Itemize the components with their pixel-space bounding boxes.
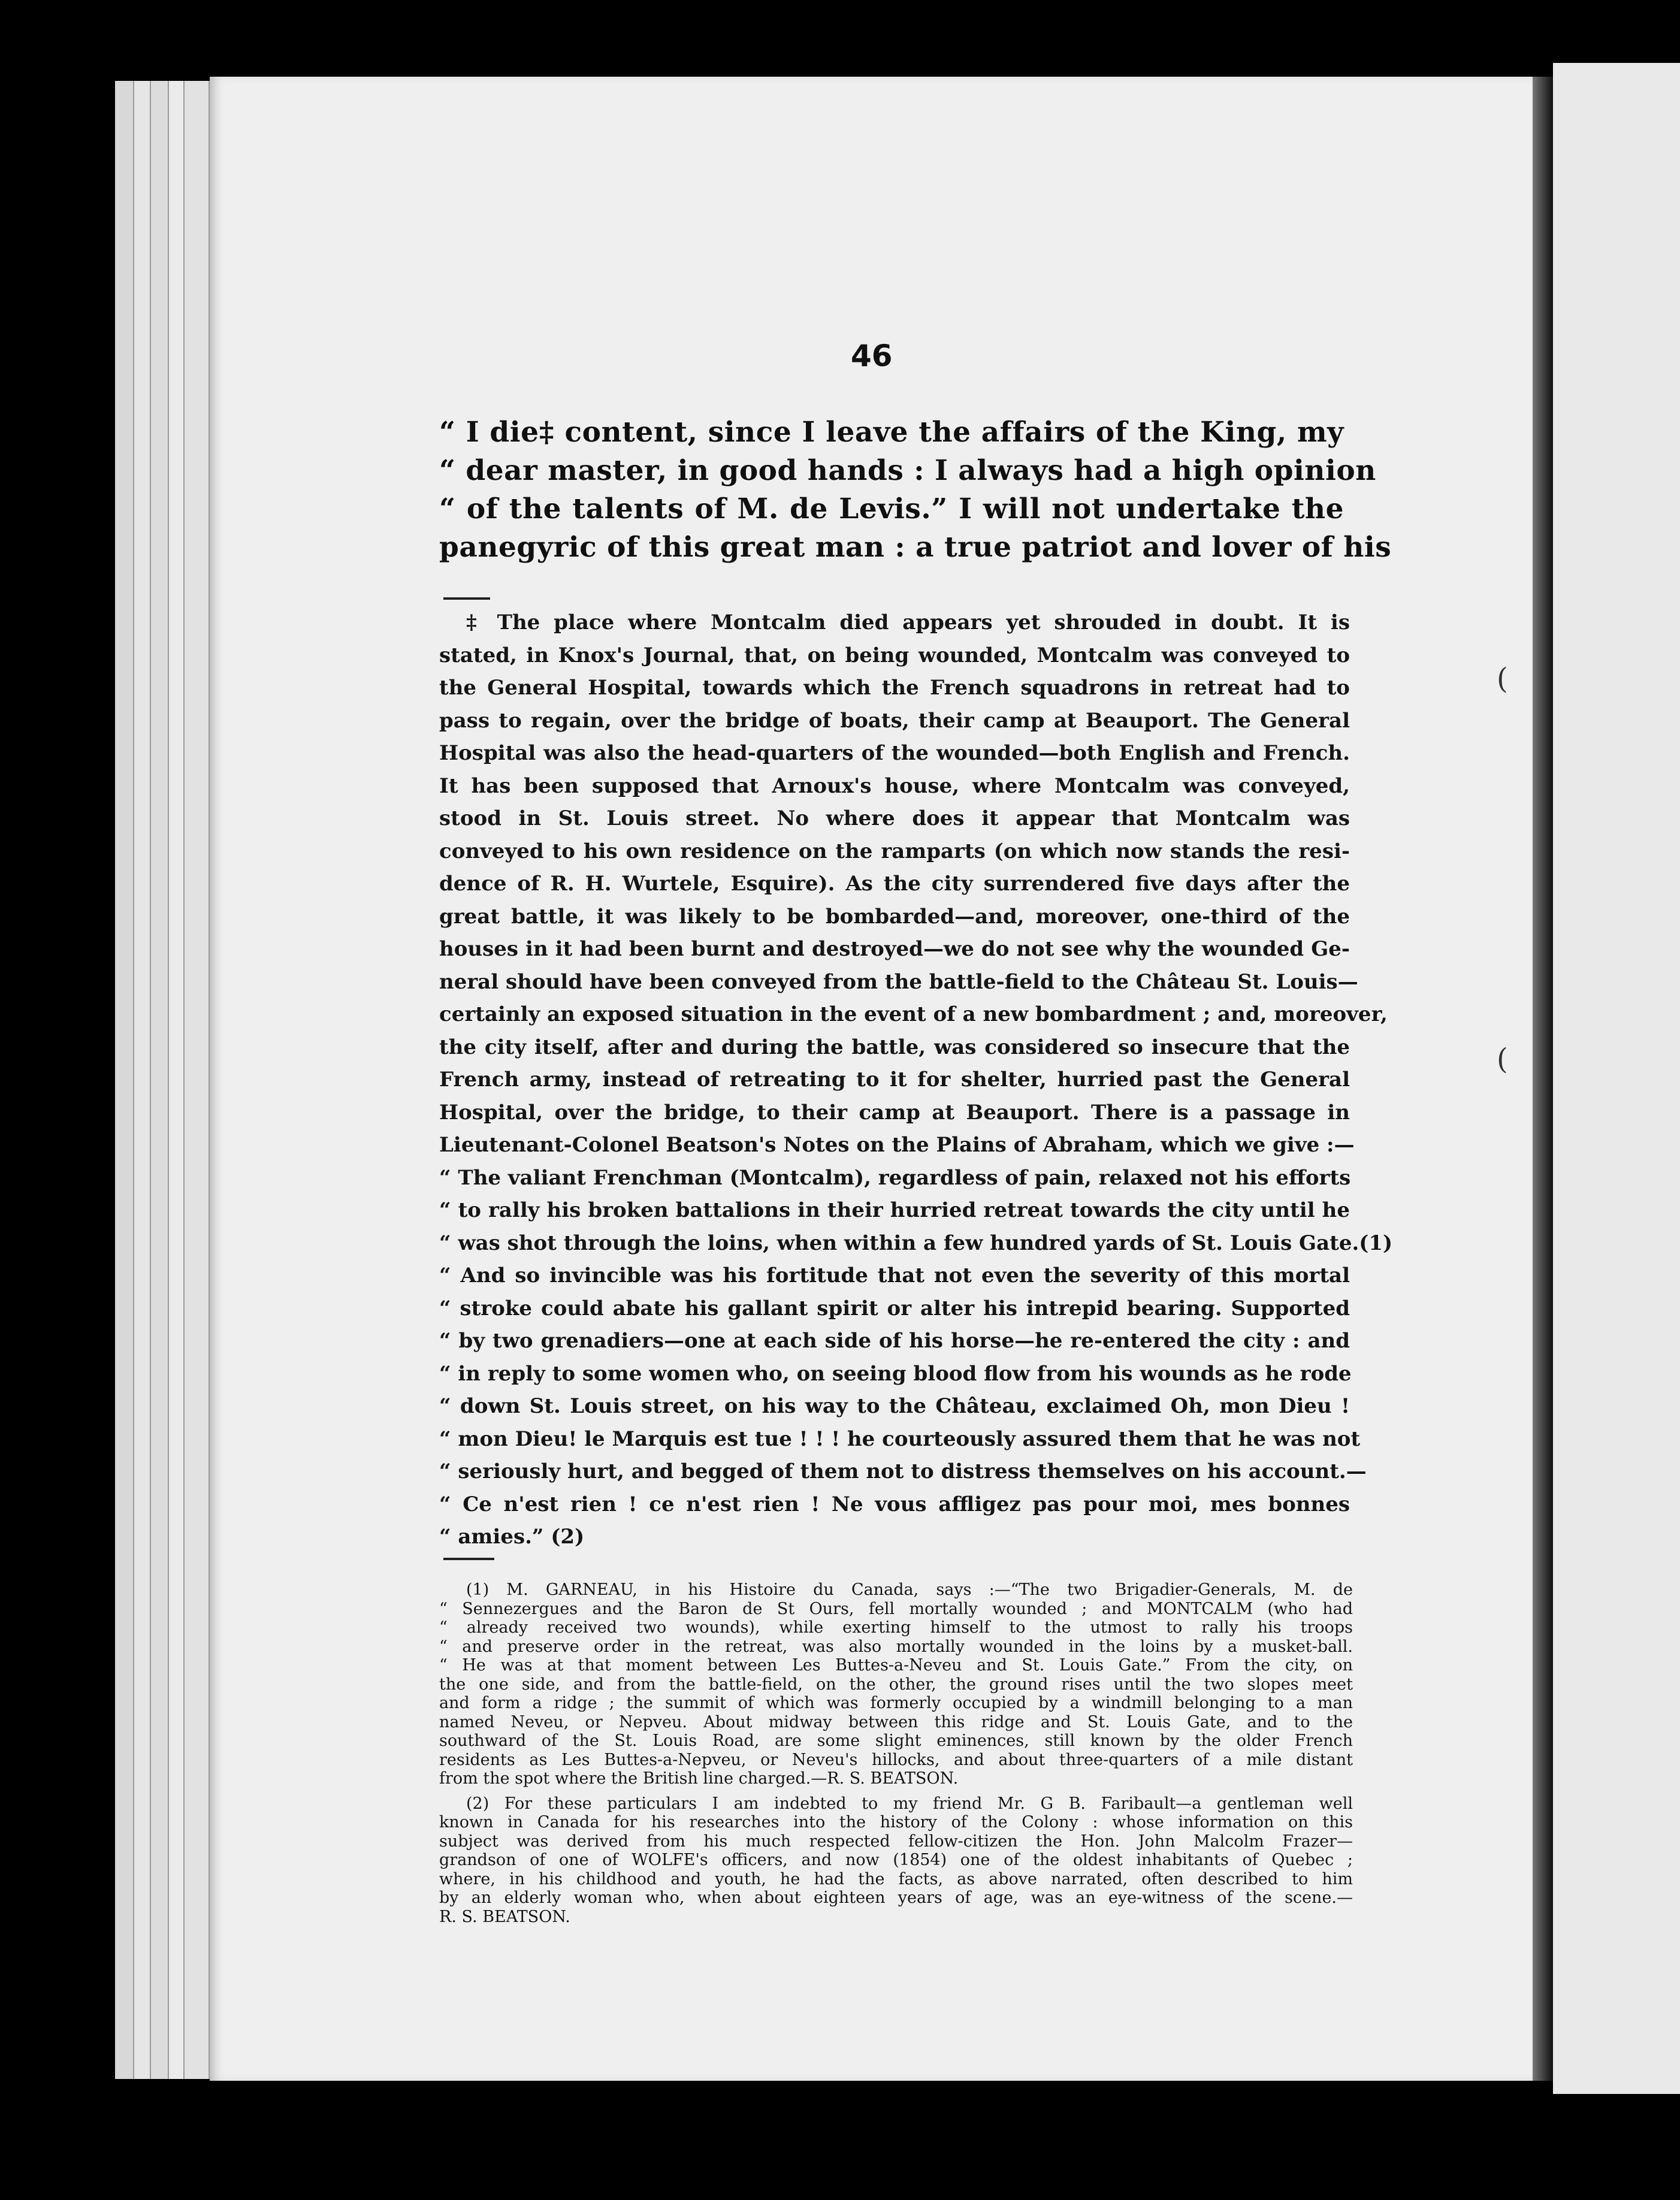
- text-line: “ dear master, in good hands : I always had a high opinion: [439, 454, 1376, 487]
- note-line: “ seriously hurt, and begged of them not to distress themselves on his account.—: [439, 1459, 1367, 1483]
- footnote-line: and form a ridge ; the summit of which was formerly occupied by a windmill belonging to a man: [439, 1694, 1353, 1712]
- note-line: stood in St. Louis street. No where does it appear that Montcalm was: [439, 806, 1350, 830]
- note-line: the General Hospital, towards which the French squadrons in retreat had to: [439, 676, 1350, 700]
- note-line: “ to rally his broken battalions in their hurried retreat towards the city until he: [439, 1198, 1350, 1222]
- note-line: “ mon Dieu! le Marquis est tue ! ! ! he courteously assured them that he was not: [439, 1427, 1361, 1451]
- footnote-line: “ and preserve order in the retreat, was also mortally wounded in the loins by a musket-ball.: [439, 1637, 1353, 1656]
- note-divider: [443, 597, 490, 600]
- note-line: “ stroke could abate his gallant spirit or alter his intrepid bearing. Supported: [439, 1296, 1350, 1320]
- note-line: “ down St. Louis street, on his way to the Château, exclaimed Oh, mon Dieu !: [439, 1394, 1350, 1418]
- page-edge: [151, 81, 169, 2079]
- footnotes: [439, 1581, 1353, 1926]
- footnote-line: known in Canada for his researches into the history of the Colony : whose information on this: [439, 1813, 1353, 1832]
- footnote-line: residents as Les Buttes-a-Nepveu, or Neveu's hillocks, and about three-quarters of a mile distant: [439, 1750, 1353, 1769]
- facing-page: [1553, 63, 1680, 2094]
- note-line: Hospital, over the bridge, to their camp at Beauport. There is a passage in: [439, 1100, 1350, 1125]
- note-line: neral should have been conveyed from the battle-field to the Château St. Louis—: [439, 969, 1358, 994]
- note-line: houses in it had been burnt and destroyed—we do not see why the wounded Ge-: [439, 937, 1350, 961]
- note-line: French army, instead of retreating to it for shelter, hurried past the General: [439, 1068, 1350, 1092]
- footnote-line: (2) For these particulars I am indebted to my friend Mr. G B. Faribault—a gentleman well: [466, 1794, 1353, 1813]
- footnote-line: subject was derived from his much respected fellow-citizen the Hon. John Malcolm Frazer—: [439, 1832, 1353, 1851]
- note-line: pass to regain, over the bridge of boats, their camp at Beauport. The General: [439, 708, 1350, 733]
- note-line: “ was shot through the loins, when within a few hundred yards of St. Louis Gate.(1): [439, 1231, 1393, 1255]
- main-text: [439, 413, 1392, 567]
- margin-mark: (: [1497, 662, 1508, 696]
- note-line: “ And so invincible was his fortitude that not even the severity of this mortal: [439, 1264, 1350, 1288]
- note-line: conveyed to his own residence on the ramparts (on which now stands the resi-: [439, 839, 1350, 863]
- footnote-line: where, in his childhood and youth, he had the facts, as above narrated, often described to him: [439, 1869, 1353, 1888]
- note-line: “ amies.” (2): [439, 1525, 585, 1549]
- page-number: 46: [851, 339, 893, 373]
- note-line: Lieutenant-Colonel Beatson's Notes on the Plains of Abraham, which we give :—: [439, 1133, 1355, 1157]
- footnote-line: from the spot where the British line charged.—R. S. BEATSON.: [439, 1769, 959, 1788]
- footnote-line: named Neveu, or Nepveu. About midway between this ridge and St. Louis Gate, and to the: [439, 1712, 1353, 1731]
- page-edge: [185, 81, 210, 2079]
- page-edge: [134, 81, 151, 2079]
- footnote-divider: [443, 1558, 494, 1560]
- note-line: great battle, it was likely to be bombarded—and, moreover, one-third of the: [439, 904, 1350, 929]
- text-line: panegyric of this great man : a true patriot and lover of his: [439, 531, 1392, 564]
- footnote-line: R. S. BEATSON.: [439, 1907, 570, 1926]
- note-block: [439, 606, 1393, 1554]
- footnote-line: “ He was at that moment between Les Buttes-a-Neveu and St. Louis Gate.” From the city, on: [439, 1656, 1353, 1675]
- note-line: “ The valiant Frenchman (Montcalm), regardless of pain, relaxed not his efforts: [439, 1165, 1351, 1190]
- footnote-line: by an elderly woman who, when about eighteen years of age, was an eye-witness of the scene.—: [439, 1888, 1353, 1907]
- margin-mark: (: [1497, 1042, 1508, 1076]
- footnote-line: the one side, and from the battle-field, on the other, the ground rises until the two slopes meet: [439, 1675, 1353, 1694]
- footnote-line: grandson of one of WOLFE's officers, and now (1854) one of the oldest inhabitants of Quebec ;: [439, 1851, 1353, 1869]
- note-line: It has been supposed that Arnoux's house, where Montcalm was conveyed,: [439, 773, 1350, 798]
- page-edge: [115, 81, 134, 2079]
- note-line: certainly an exposed situation in the event of a new bombardment ; and, moreover,: [439, 1002, 1388, 1026]
- footnote-line: “ Sennezergues and the Baron de St Ours, fell mortally wounded ; and MONTCALM (who had: [439, 1599, 1353, 1618]
- page-edge: [169, 81, 185, 2079]
- text-line: “ I die‡ content, since I leave the affairs of the King, my: [439, 416, 1344, 449]
- note-line: Hospital was also the head-quarters of the wounded—both English and French.: [439, 741, 1350, 765]
- note-line: ‡ The place where Montcalm died appears yet shrouded in doubt. It is: [466, 611, 1350, 634]
- note-line: dence of R. H. Wurtele, Esquire). As the city surrendered five days after the: [439, 872, 1350, 896]
- note-line: “ in reply to some women who, on seeing blood flow from his wounds as he rode: [439, 1361, 1352, 1386]
- footnote-line: “ already received two wounds), while exerting himself to the utmost to rally his troops: [439, 1618, 1353, 1637]
- text-line: “ of the talents of M. de Levis.” I will not undertake the: [439, 492, 1344, 525]
- note-line: “ by two grenadiers—one at each side of his horse—he re-entered the city : and: [439, 1329, 1350, 1353]
- footnote-line: (1) M. GARNEAU, in his Histoire du Canada, says :—“The two Brigadier-Generals, M. de: [466, 1581, 1353, 1599]
- footnote-line: southward of the St. Louis Road, are some slight eminences, still known by the older French: [439, 1731, 1353, 1750]
- note-line: the city itself, after and during the battle, was considered so insecure that the: [439, 1035, 1350, 1059]
- book-spine: [1533, 77, 1553, 2081]
- note-line: stated, in Knox's Journal, that, on being wounded, Montcalm was conveyed to: [439, 643, 1350, 667]
- note-line: “ Ce n'est rien ! ce n'est rien ! Ne vous affligez pas pour moi, mes bonnes: [439, 1492, 1350, 1516]
